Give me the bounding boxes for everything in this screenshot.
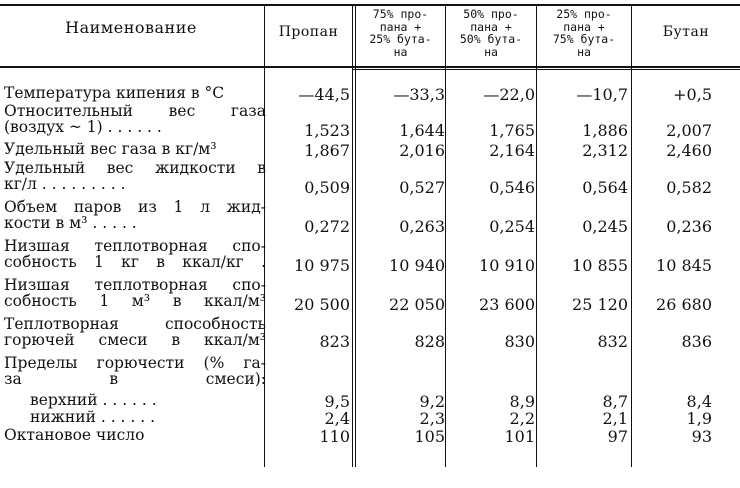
row-label-line: нижний . . . . . . — [30, 408, 156, 426]
cell-value: 97 — [607, 427, 628, 446]
cell-value: 10 845 — [656, 256, 712, 275]
header-mix-25-75: 25% про- пана + 75% бута- на — [552, 7, 616, 59]
row-label — [4, 409, 266, 425]
cell-value: 23 600 — [479, 295, 535, 314]
cell-value: 9,5 — [324, 392, 350, 411]
header-bottom-border — [0, 66, 740, 68]
row-label-line: Относительный вес газа — [4, 102, 266, 120]
cell-value: 2,460 — [666, 141, 712, 160]
cell-value: 0,527 — [399, 178, 445, 197]
cell-value: 0,254 — [489, 217, 535, 236]
cell-value: 2,016 — [399, 141, 445, 160]
cell-value: 9,2 — [419, 392, 445, 411]
row-label-line: Октановое число — [4, 426, 145, 444]
cell-value: —44,5 — [298, 85, 350, 104]
row-label — [4, 427, 266, 443]
row-label-line: кости в м³ . . . . . — [4, 214, 137, 232]
column-divider-5 — [631, 5, 632, 467]
row-label — [4, 392, 266, 408]
column-divider-4 — [536, 5, 537, 467]
cell-value: 836 — [681, 332, 712, 351]
cell-value: 1,644 — [399, 121, 445, 140]
cell-value: 2,2 — [509, 409, 535, 428]
cell-value: 1,523 — [304, 121, 350, 140]
cell-value: 2,3 — [419, 409, 445, 428]
row-label-line: Низшая теплотворная спо- — [4, 276, 266, 294]
cell-value: 1,867 — [304, 141, 350, 160]
cell-value: —33,3 — [393, 85, 445, 104]
cell-value: 26 680 — [656, 295, 712, 314]
row-label-line: Низшая теплотворная спо- — [4, 237, 266, 255]
row-label-line: Теплотворная способность — [4, 315, 266, 333]
header-propane: Пропан — [278, 24, 339, 40]
top-border — [0, 4, 740, 6]
cell-value: 0,272 — [304, 217, 350, 236]
row-label-line: горючей смеси в ккал/м³ — [4, 331, 266, 349]
cell-value: 93 — [691, 427, 712, 446]
cell-value: 2,164 — [489, 141, 535, 160]
row-label — [4, 141, 266, 157]
cell-value: 0,509 — [304, 178, 350, 197]
cell-value: 2,007 — [666, 121, 712, 140]
cell-value: 25 120 — [572, 295, 628, 314]
cell-value: 828 — [414, 332, 445, 351]
cell-value: 832 — [597, 332, 628, 351]
column-divider-3 — [445, 5, 446, 467]
cell-value: 105 — [414, 427, 445, 446]
cell-value: 2,312 — [582, 141, 628, 160]
header-mix-50-50: 50% про- пана + 50% бута- на — [459, 7, 523, 59]
row-label-line: собность 1 м³ в ккал/м³ — [4, 292, 266, 310]
cell-value: 830 — [504, 332, 535, 351]
cell-value: 0,546 — [489, 178, 535, 197]
row-label-line: Удельный вес жидкости в — [4, 159, 266, 177]
row-label — [4, 85, 266, 101]
header-name-column: Наименование — [65, 18, 197, 37]
cell-value: —10,7 — [576, 85, 628, 104]
row-label-line: верхний . . . . . . — [30, 391, 157, 409]
row-label — [4, 199, 266, 231]
cell-value: 2,1 — [602, 409, 628, 428]
row-label-line: (воздух ~ 1) . . . . . . — [4, 118, 162, 136]
header-butane: Бутан — [662, 24, 710, 40]
row-label — [4, 355, 266, 387]
cell-value: 1,9 — [686, 409, 712, 428]
cell-value: 101 — [504, 427, 535, 446]
column-divider-2 — [352, 5, 353, 467]
cell-value: 10 910 — [479, 256, 535, 275]
cell-value: +0,5 — [673, 85, 712, 104]
row-label — [4, 160, 266, 192]
cell-value: 110 — [319, 427, 350, 446]
cell-value: 0,236 — [666, 217, 712, 236]
row-label — [4, 277, 266, 309]
cell-value: 1,886 — [582, 121, 628, 140]
row-label — [4, 316, 266, 348]
cell-value: 8,7 — [602, 392, 628, 411]
cell-value: 10 855 — [572, 256, 628, 275]
cell-value: 22 050 — [389, 295, 445, 314]
cell-value: 8,4 — [686, 392, 712, 411]
cell-value: 0,582 — [666, 178, 712, 197]
cell-value: 1,765 — [489, 121, 535, 140]
row-label-line: Удельный вес газа в кг/м³ — [4, 140, 217, 158]
cell-value: 8,9 — [509, 392, 535, 411]
row-label-line: Пределы горючести (% га- — [4, 354, 266, 372]
column-divider-2b — [355, 5, 356, 467]
row-label-line: Температура кипения в °С — [4, 84, 225, 102]
row-label — [4, 238, 266, 270]
header-bottom-border-2 — [352, 69, 740, 70]
cell-value: 0,564 — [582, 178, 628, 197]
row-label-line: Объем паров из 1 л жид- — [4, 198, 266, 216]
cell-value: 10 975 — [294, 256, 350, 275]
cell-value: 10 940 — [389, 256, 445, 275]
row-label-line: собность 1 кг в ккал/кг . — [4, 253, 266, 271]
cell-value: 2,4 — [324, 409, 350, 428]
header-mix-75-25: 75% про- пана + 25% бута- на — [369, 7, 432, 59]
cell-value: —22,0 — [483, 85, 535, 104]
cell-value: 0,263 — [399, 217, 445, 236]
row-label-line: кг/л . . . . . . . . . — [4, 175, 126, 193]
cell-value: 823 — [319, 332, 350, 351]
row-label — [4, 103, 266, 135]
cell-value: 20 500 — [294, 295, 350, 314]
row-label-line: за в смеси): — [4, 370, 266, 388]
cell-value: 0,245 — [582, 217, 628, 236]
